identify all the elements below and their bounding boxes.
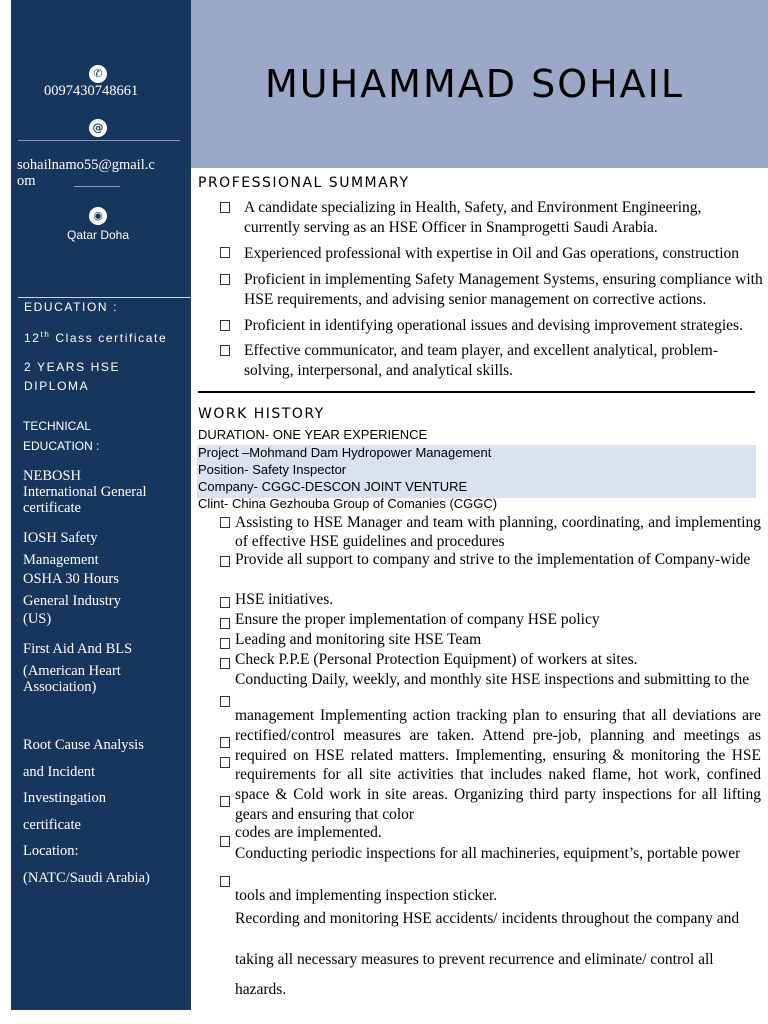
bullet-icon (220, 274, 230, 285)
duty-item: Provide all support to company and strive to the implementation of Company-wide (235, 551, 751, 568)
duty-item: codes are implemented. (235, 824, 382, 841)
cert-nebosh: NEBOSH International General certificate (23, 468, 147, 516)
summary-item: Experienced professional with expertise in Oil and Gas operations, construction (244, 245, 740, 262)
duty-item: tools and implementing inspection sticker. (235, 887, 498, 904)
work-history-title: WORK HISTORY (198, 406, 325, 422)
bullet-icon (220, 696, 230, 707)
bullet-icon (220, 247, 230, 258)
bullet-icon (220, 618, 230, 629)
work-client: Clint- China Gezhouba Group of Comanies (CGGC) (198, 496, 498, 511)
bullet-icon (220, 345, 230, 356)
cert-iosh: IOSH Safety Management (23, 530, 99, 568)
duty-item: Ensure the proper implementation of company HSE policy (235, 611, 600, 628)
cert-osha: OSHA 30 Hours General Industry (US) (23, 571, 121, 627)
bullet-icon (220, 836, 230, 847)
duty-item: HSE initiatives. (235, 591, 334, 608)
duty-item: Recording and monitoring HSE accidents/ incidents throughout the company and (235, 910, 740, 927)
bullet-icon (220, 638, 230, 649)
summary-title: PROFESSIONAL SUMMARY (198, 175, 410, 191)
email-line1[interactable]: sohailnamo55@gmail.c (17, 157, 155, 173)
duty-item: hazards. (235, 981, 287, 998)
cert-first-aid: First Aid And BLS (American Heart Association) (23, 641, 133, 695)
location-text: Qatar Doha (67, 228, 130, 242)
summary-item: A candidate specializing in Health, Safety, and Environment Engineering, currently serving as an HSE Officer in Snamprogetti Saudi Arabia. (244, 199, 702, 236)
duty-item: Conducting Daily, weekly, and monthly site HSE inspections and submitting to the (235, 671, 750, 688)
bullet-icon (220, 517, 230, 528)
location-icon: ◉ (89, 207, 107, 225)
email-icon: @ (89, 119, 107, 137)
education-heading: EDUCATION : (24, 300, 119, 314)
sidebar-divider (18, 140, 180, 141)
duty-item: management Implementing action tracking plan to ensuring that all deviations are rectified/control measures are taken. Attend pre-job, planning and meetings as required on HSE related matters. Implementing, ensuring & monitoring the HSE requirements for all site activities that includes naked flame, hot work, confined space & Cold work in site areas. Organizing third party inspections for all lifting gears and ensuring that color (235, 707, 761, 823)
summary-item: Proficient in identifying operational issues and devising improvement strategies. (244, 317, 743, 334)
bullet-icon (220, 597, 230, 608)
cert-root-cause: Root Cause Analysis and Incident Investingation certificate Location: (NATC/Saudi Arabia) (23, 737, 150, 886)
duty-item: Leading and monitoring site HSE Team (235, 631, 482, 648)
duty-item: taking all necessary measures to prevent recurrence and eliminate/ control all (235, 951, 714, 968)
education-item-diploma: 2 YEARS HSE (24, 360, 121, 374)
section-divider (198, 391, 755, 393)
email-line2[interactable]: om (17, 173, 36, 189)
work-duration: DURATION- ONE YEAR EXPERIENCE (198, 427, 428, 442)
summary-item: Effective communicator, and team player, and excellent analytical, problem-solving, interpersonal, and analytical skills. (244, 342, 719, 379)
bullet-icon (220, 202, 230, 213)
duty-item: Assisting to HSE Manager and team with planning, coordinating, and implementing of effective HSE guidelines and procedures (235, 514, 761, 550)
candidate-name: MUHAMMAD SOHAIL (265, 62, 685, 106)
education-item-class: 12th Class certificate (24, 330, 168, 345)
technical-education-heading: TECHNICAL (23, 419, 92, 433)
technical-education-heading-2: EDUCATION : (23, 439, 100, 453)
bullet-icon (220, 320, 230, 331)
summary-item: Proficient in implementing Safety Management Systems, ensuring compliance with HSE requirements, and advising senior management on corrective actions. (244, 271, 763, 308)
bullet-icon (220, 757, 230, 768)
education-item-diploma-2: DIPLOMA (24, 379, 90, 393)
work-company: Company- CGGC-DESCON JOINT VENTURE (198, 479, 468, 494)
email-underline (74, 186, 120, 187)
work-position: Position- Safety Inspector (198, 462, 347, 477)
sidebar-divider (18, 297, 191, 298)
bullet-icon (220, 876, 230, 887)
bullet-icon (220, 658, 230, 669)
work-project: Project –Mohmand Dam Hydropower Management (198, 445, 492, 460)
duty-item: Check P.P.E (Personal Protection Equipment) of workers at sites. (235, 651, 638, 668)
phone-icon: ✆ (89, 65, 107, 83)
bullet-icon (220, 737, 230, 748)
bullet-icon (220, 556, 230, 567)
duty-item: Conducting periodic inspections for all machineries, equipment’s, portable power (235, 845, 741, 862)
bullet-icon (220, 796, 230, 807)
phone-number[interactable]: 0097430748661 (44, 83, 139, 99)
